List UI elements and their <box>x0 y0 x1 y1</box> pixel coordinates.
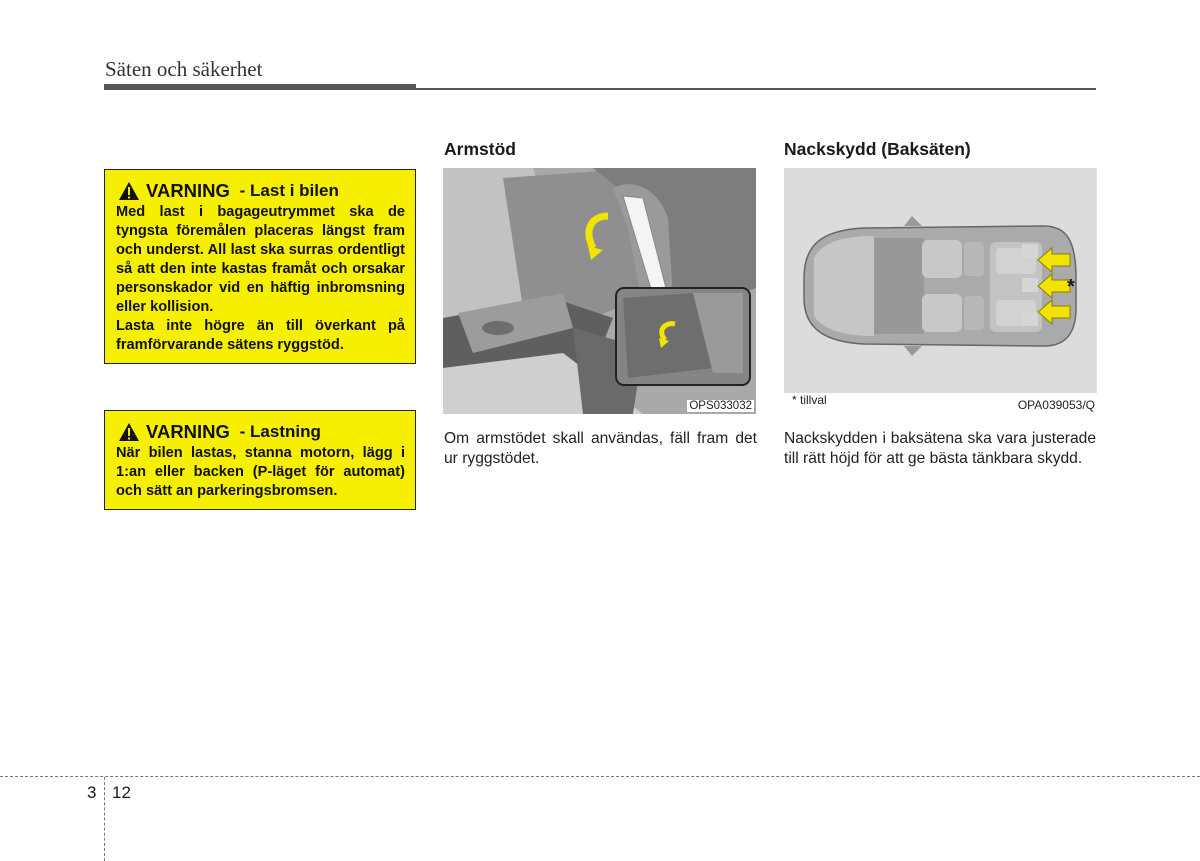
page-section-title: Säten och säkerhet <box>105 57 263 81</box>
footer-dashed-vertical <box>104 777 105 861</box>
armrest-photo <box>443 168 756 414</box>
warning-separator: - <box>234 181 251 200</box>
armrest-title: Armstöd <box>444 139 516 159</box>
warning-paragraph: När bilen lastas, stanna motorn, lägg i 1:an eller backen (P-läget för automat) och sätt an parkeringsbromsen. <box>116 445 405 499</box>
warning-label: VARNING <box>146 421 230 442</box>
armrest-text: Om armstödet skall användas, fäll fram det ur ryggstödet. <box>444 430 757 467</box>
car-topview-illustration <box>784 168 1097 414</box>
warning-paragraph: Med last i bagageutrymmet ska de tyngsta föremålen placeras längst fram och underst. All last ska surras ordentligt så att den inte kastas framåt och orsakar personskador vid en häftig inbromsning eller kollision. <box>116 204 405 315</box>
warning-subtitle: Last i bilen <box>250 181 339 200</box>
armrest-image-code: OPS033032 <box>689 400 752 412</box>
headrest-title: Nackskydd (Baksäten) <box>784 139 971 159</box>
option-asterisk: * <box>1067 276 1075 298</box>
headrest-photo <box>784 168 1097 414</box>
warning-paragraph: Lasta inte högre än till överkant på framförvarande sätens ryggstöd. <box>116 318 405 353</box>
option-note: * tillval <box>792 393 827 407</box>
headrest-text: Nackskydden i baksätena ska vara justerade till rätt höjd för att ge bästa tänkbara skydd. <box>784 430 1096 467</box>
warning-triangle-icon <box>118 422 140 442</box>
footer-dashed-rule <box>0 776 1200 777</box>
warning-box-cargo <box>104 169 416 364</box>
header-rule-thick <box>104 84 416 90</box>
warning-subtitle: Lastning <box>250 422 321 441</box>
warning-triangle-icon <box>118 181 140 201</box>
section-number: 3 <box>87 783 97 802</box>
warning-label: VARNING <box>146 180 230 201</box>
headrest-image-code: OPA039053/Q <box>1017 398 1095 412</box>
warning-separator: - <box>234 422 251 441</box>
armrest-illustration <box>443 168 756 414</box>
header-rule-thin <box>416 88 1096 90</box>
page-number: 12 <box>112 783 131 802</box>
warning-box-loading <box>104 410 416 510</box>
